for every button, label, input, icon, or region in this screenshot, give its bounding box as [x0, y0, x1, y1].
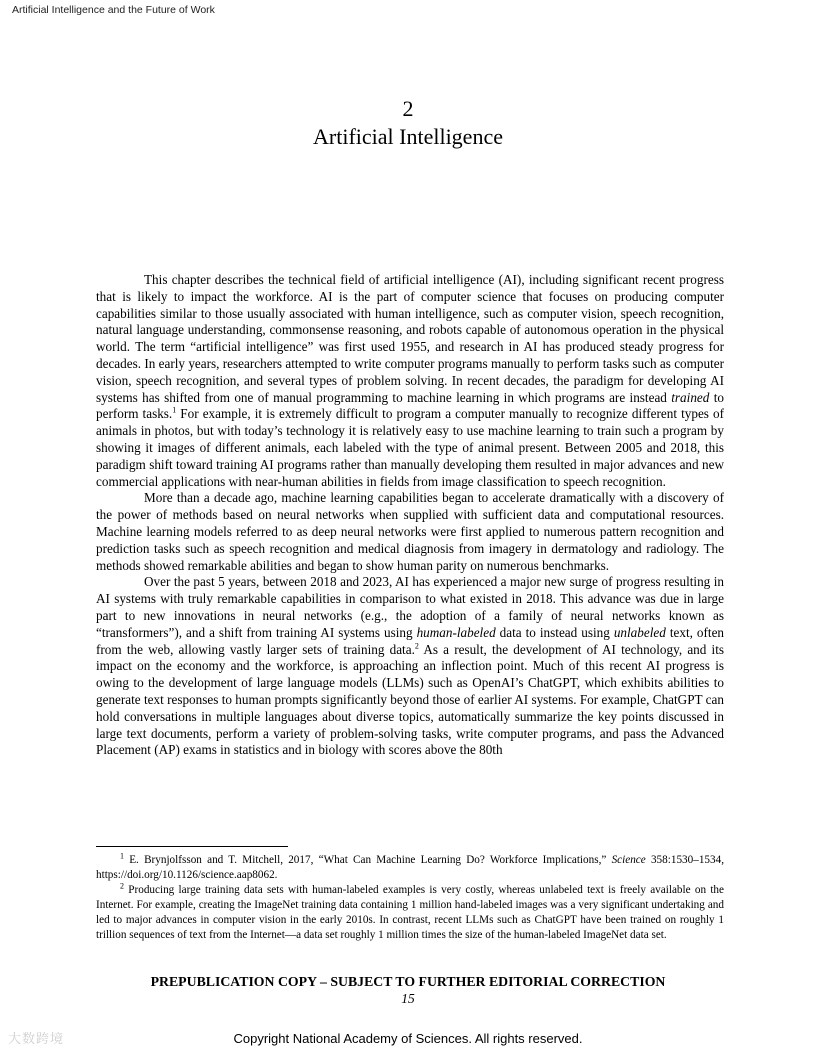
footnote-2 — [96, 883, 724, 943]
footnote-1-number: 1 — [120, 851, 124, 861]
running-head: Artificial Intelligence and the Future of Work — [12, 4, 215, 16]
page-number: 15 — [401, 991, 415, 1006]
paragraph-3 — [96, 574, 724, 759]
paragraph-2: More than a decade ago, machine learning capabilities began to accelerate dramatically with a discovery of the power of methods based on neural networks when supplied with sufficient data and computational resources. Machine learning models referred to as deep neural networks were first applied to numerous pattern recognition and prediction tasks such as speech recognition and medical diagnosis from imagery in dermatology and radiology. The methods showed remarkable abilities and began to show human parity on numerous benchmarks. — [96, 490, 724, 573]
footnote-2-text: Producing large training data sets with human-labeled examples is very costly, whereas unlabeled text is freely available on the Internet. For example, creating the ImageNet training data containing 1 million hand-labeled images was a very significant undertaking and led to major advances in computer vision in the early 2010s. In contrast, recent LLMs such as ChatGPT have been trained on roughly 1 trillion sequences of text from the Internet—a data set roughly 1 million times the size of the human-labeled ImageNet data set. — [96, 884, 724, 942]
footnote-ref-2[interactable]: 2 — [414, 641, 419, 651]
footnote-1-text-a: E. Brynjolfsson and T. Mitchell, 2017, “What Can Machine Learning Do? Workforce Implications,” — [124, 854, 612, 866]
p3-emphasis-1: human-labeled — [416, 624, 496, 640]
body-text — [96, 272, 724, 759]
footnote-2-number: 2 — [120, 881, 124, 891]
watermark: 大数跨境 — [8, 1031, 65, 1046]
paragraph-1 — [96, 272, 724, 490]
footnote-1 — [96, 853, 724, 883]
p3-emphasis-2: unlabeled — [613, 624, 666, 640]
chapter-number: 2 — [402, 96, 414, 121]
p3-text-c: text, often from the web, allowing vastly larger sets of training data. — [96, 624, 725, 657]
p1-text-b: to perform tasks. — [96, 389, 725, 422]
copyright-notice: Copyright National Academy of Sciences. All rights reserved. — [233, 1031, 583, 1046]
footnote-divider — [96, 846, 288, 847]
footnote-1-text-b: 358:1530–1534, https://doi.org/10.1126/science.aap8062. — [96, 854, 724, 882]
footnote-ref-1[interactable]: 1 — [172, 405, 177, 415]
p3-text-a: Over the past 5 years, between 2018 and 2023, AI has experienced a major new surge of progress resulting in AI systems with truly remarkable capabilities in comparison to what existed in 2018. This advance was due in large part to new innovations in neural networks (e.g., the adoption of a family of neural networks known as “transformers”), and a shift from training AI systems using — [96, 574, 724, 640]
footnote-1-journal: Science — [611, 854, 646, 866]
p1-emphasis: trained — [671, 389, 710, 405]
p1-text-a: This chapter describes the technical field of artificial intelligence (AI), including significant recent progress that is likely to impact the workforce. AI is the part of computer science that focuses on producing computer capabilities similar to those usually associated with human intelligence, such as computer vision, speech recognition, natural language understanding, commonsense reasoning, and robots capable of autonomous operation in the physical world. The term “artificial intelligence” was first used 1955, and research in AI has produced steady progress for decades. In early years, researchers attempted to write computer programs manually to perform tasks such as computer vision, speech recognition, and several types of problem solving. In recent decades, the paradigm for developing AI systems has shifted from one of manual programming to machine learning in which programs are instead — [96, 272, 724, 405]
chapter-title: Artificial Intelligence — [313, 124, 503, 149]
prepublication-notice: PREPUBLICATION COPY – SUBJECT TO FURTHER EDITORIAL CORRECTION — [150, 974, 666, 989]
p1-text-c: For example, it is extremely difficult to program a computer manually to recognize different types of animals in photos, but with today’s technology it is relatively easy to use machine learning to train such a program by showing it images of different animals, each labeled with the type of animal present. Between 2005 and 2018, this paradigm shift toward training AI programs rather than manually developing them resulted in major advances and new commercial applications with near-human abilities in fields from image classification to speech recognition. — [96, 406, 724, 489]
p3-text-d: As a result, the development of AI technology, and its impact on the economy and the workforce, is approaching an inflection point. Much of this recent AI progress is owing to the development of large language models (LLMs) such as OpenAI’s ChatGPT, which exhibits abilities to generate text responses to human prompts significantly beyond those of earlier AI systems. For example, ChatGPT can hold conversations in multiple languages about diverse topics, automatically summarize the key points discussed in large text documents, perform a variety of problem-solving tasks, write computer programs, and pass the Advanced Placement (AP) exams in statistics and in biology with scores above the 80th — [96, 641, 725, 758]
p3-text-b: data to instead using — [495, 624, 614, 640]
footnotes — [96, 853, 724, 944]
